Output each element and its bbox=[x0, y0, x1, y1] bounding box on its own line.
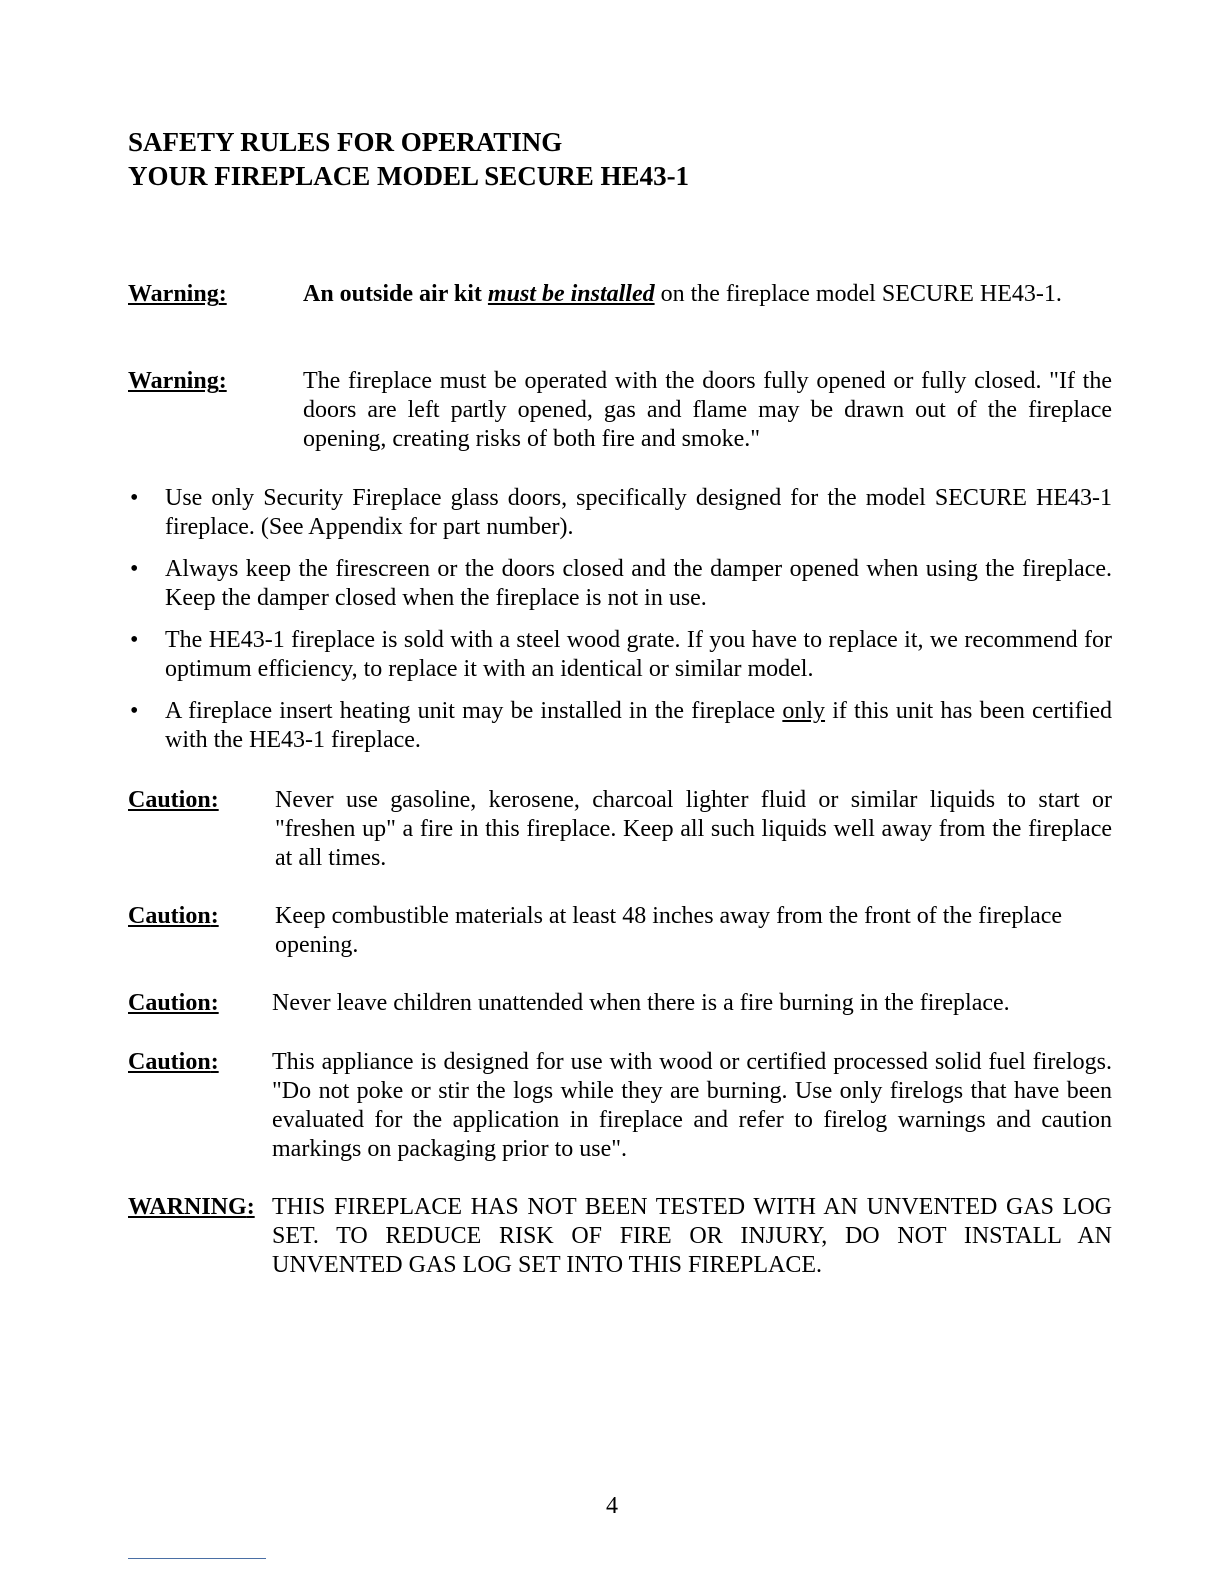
caution-text: Keep combustible materials at least 48 inches away from the front of the fireplace opening. bbox=[275, 903, 1063, 958]
warning-label: Warning: bbox=[128, 368, 227, 394]
list-item: • Always keep the firescreen or the doors closed and the damper opened when using the fireplace. Keep the damper closed when the fireplace is not in use. bbox=[130, 556, 1112, 611]
warning-text: The fireplace must be operated with the doors fully opened or fully closed. "If the doors are left partly opened, gas and flame may be drawn out of the fireplace opening, creating risks of both fire and smoke." bbox=[303, 368, 1112, 452]
caution-combustible-distance bbox=[128, 902, 1112, 960]
footnote-divider bbox=[128, 1558, 266, 1559]
title-line-2: YOUR FIREPLACE MODEL SECURE HE43-1 bbox=[128, 161, 690, 191]
caution-text: Never leave children unattended when there is a fire burning in the fireplace. bbox=[272, 990, 1010, 1016]
warning-label: Warning: bbox=[128, 281, 227, 307]
caution-label: Caution: bbox=[128, 787, 219, 813]
page-title bbox=[128, 125, 689, 193]
list-item: • Use only Security Fireplace glass doors, specifically designed for the model SECURE HE43-1 fireplace. (See Appendix for part number). bbox=[130, 485, 1112, 540]
warning-unvented-gas-log bbox=[128, 1193, 1112, 1280]
caution-text: Never use gasoline, kerosene, charcoal lighter fluid or similar liquids to start or "freshen up" a fire in this fireplace. Keep all such liquids well away from the fireplace at all times. bbox=[275, 787, 1112, 871]
list-item: • A fireplace insert heating unit may be installed in the fireplace only if this unit has been certified with the HE43-1 fireplace. bbox=[130, 698, 1112, 753]
caution-label: Caution: bbox=[128, 903, 219, 929]
warning-text: An outside air kit must be installed on the fireplace model SECURE HE43-1. bbox=[303, 281, 1062, 307]
warning-text: THIS FIREPLACE HAS NOT BEEN TESTED WITH AN UNVENTED GAS LOG SET. TO REDUCE RISK OF FIRE OR INJURY, DO NOT INSTALL AN UNVENTED GAS LOG SET INTO THIS FIREPLACE. bbox=[272, 1194, 1112, 1278]
caution-children bbox=[128, 989, 1112, 1018]
caution-flammable-liquids bbox=[128, 786, 1112, 873]
warning-label: WARNING: bbox=[128, 1194, 255, 1220]
caution-label: Caution: bbox=[128, 1049, 219, 1075]
caution-text: This appliance is designed for use with wood or certified processed solid fuel firelogs. "Do not poke or stir the logs while they are burning. Use only firelogs that have been evaluated for the application in fireplace and refer to firelog warnings and caution markings on packaging prior to use". bbox=[272, 1049, 1112, 1162]
safety-bullet-list bbox=[128, 484, 1112, 768]
caution-firelogs bbox=[128, 1048, 1112, 1164]
must-be-installed-emphasis: must be installed bbox=[487, 281, 655, 307]
caution-label: Caution: bbox=[128, 990, 219, 1016]
warning-door-operation bbox=[128, 367, 1112, 454]
list-item: • The HE43-1 fireplace is sold with a steel wood grate. If you have to replace it, we recommend for optimum efficiency, to replace it with an identical or similar model. bbox=[130, 627, 1112, 682]
title-line-1: SAFETY RULES FOR OPERATING bbox=[128, 127, 563, 157]
warning-outside-air-kit bbox=[128, 280, 1112, 309]
page-number: 4 bbox=[606, 1493, 618, 1519]
